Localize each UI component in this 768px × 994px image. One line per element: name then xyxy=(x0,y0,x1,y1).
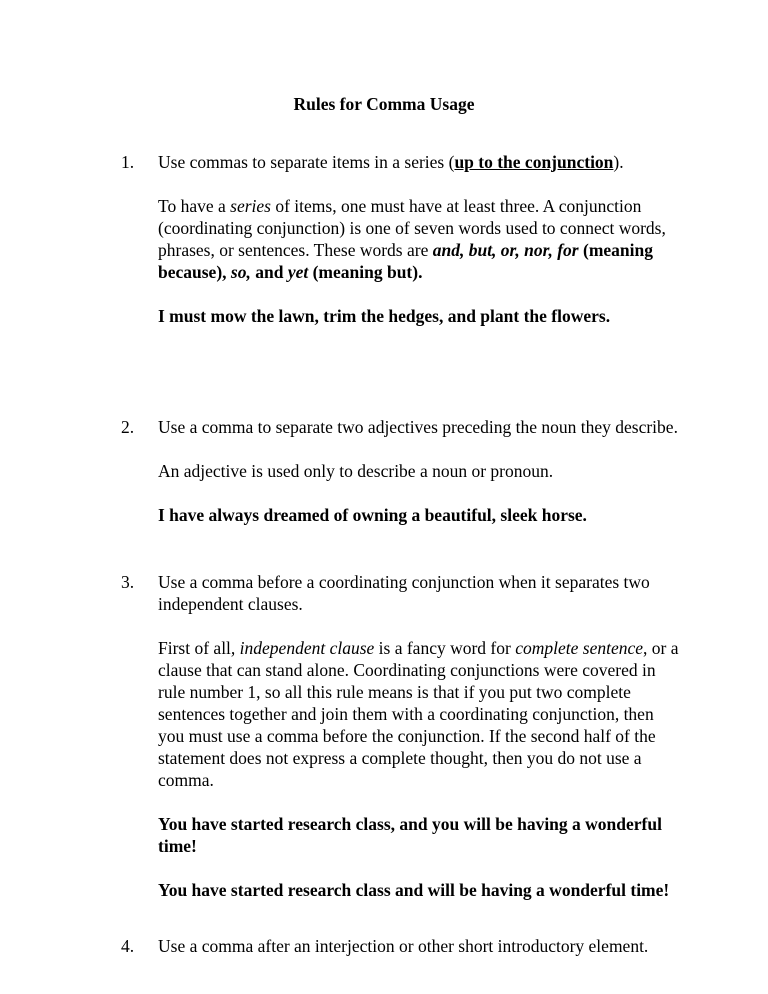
rule-example: You have started research class and will be having a wonderful time! xyxy=(158,880,670,900)
underlined-phrase: up to the conjunction xyxy=(454,152,614,172)
rule-3 xyxy=(121,571,681,901)
rule-number: 4. xyxy=(121,936,135,956)
rule-4 xyxy=(121,935,741,957)
rule-number: 1. xyxy=(121,152,135,172)
rule-explanation: First of all, independent clause is a fancy word for complete sentence, or a clause that can stand alone. Coordinating conjunctions were covered in rule number 1, so all this rule means is that if you put two complete sentences together and join them with a coordinating conjunction, then you must use a comma before the conjunction. If the second half of the statement does not express a complete thought, then you do not use a comma. xyxy=(158,638,679,790)
rule-statement: Use a comma before a coordinating conjunction when it separates two independent clauses. xyxy=(158,572,650,614)
rule-example: You have started research class, and you will be having a wonderful time! xyxy=(158,814,662,856)
rule-explanation: An adjective is used only to describe a noun or pronoun. xyxy=(158,461,554,481)
rule-explanation: To have a series of items, one must have at least three. A conjunction (coordinating conjunction) is one of seven words used to connect words, phrases, or sentences. These words are and, but, or, nor, for (meaning because), so, and yet (meaning but). xyxy=(158,196,666,282)
rule-statement: Use a comma after an interjection or other short introductory element. xyxy=(158,936,649,956)
rule-2 xyxy=(121,416,681,526)
rule-1 xyxy=(121,151,681,327)
rule-number: 3. xyxy=(121,572,135,592)
rule-statement: Use commas to separate items in a series (up to the conjunction). xyxy=(158,152,624,172)
rule-statement: Use a comma to separate two adjectives preceding the noun they describe. xyxy=(158,417,678,437)
rule-example: I must mow the lawn, trim the hedges, and plant the flowers. xyxy=(158,306,611,326)
page-title: Rules for Comma Usage xyxy=(293,94,475,114)
rule-example: I have always dreamed of owning a beautiful, sleek horse. xyxy=(158,505,587,525)
rule-number: 2. xyxy=(121,417,135,437)
